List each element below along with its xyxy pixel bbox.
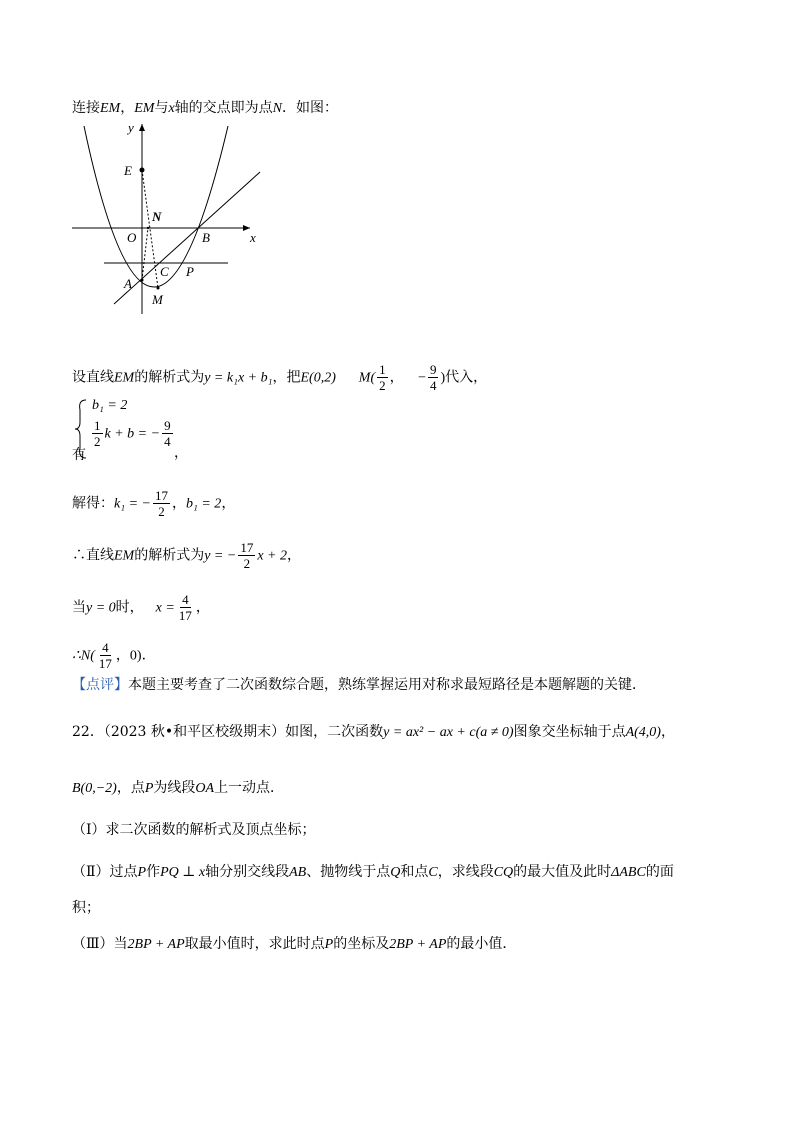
text: 连接 xyxy=(72,100,100,116)
math: ∴N( xyxy=(72,648,95,664)
parabola-figure xyxy=(68,118,268,318)
text: 与 xyxy=(154,100,169,116)
math-em: EM xyxy=(114,548,135,564)
text: 的最大值及此时 xyxy=(513,864,612,880)
denominator: 2 xyxy=(94,434,101,449)
comment-text: 本题主要考查了二次函数综合题，熟练掌握运用对称求最短路径是本题解题的关键． xyxy=(128,677,646,693)
math-x: x xyxy=(168,101,175,116)
math-n: N xyxy=(272,101,282,116)
math: PQ ⊥ x xyxy=(160,865,206,880)
math-eq: y = k₁x + b₁ xyxy=(204,370,273,386)
text: 的解析式为 xyxy=(134,369,205,386)
text: （2023 秋•和平区校级期末）如图，二次函数 xyxy=(103,724,384,740)
numerator: 4 xyxy=(102,640,109,655)
text: 时， xyxy=(115,599,144,616)
math: B(0,−2) xyxy=(72,781,117,796)
text: 当 xyxy=(72,599,86,616)
text: 、抛物线于点 xyxy=(306,864,391,880)
math: k₁ = − xyxy=(114,496,151,512)
math: P xyxy=(324,937,334,952)
text: 图象交坐标轴于点 xyxy=(513,724,626,740)
text: ∴直线 xyxy=(72,547,114,564)
math: b₁ = 2 xyxy=(185,496,222,512)
label-N: N xyxy=(152,209,162,224)
text: 的解析式为 xyxy=(134,547,205,564)
text: 的最小值． xyxy=(446,936,517,952)
denominator: 2 xyxy=(158,504,165,519)
text: 上一动点． xyxy=(214,780,285,796)
math: y = ax² − ax + c(a ≠ 0) xyxy=(383,725,514,740)
math: y = − xyxy=(204,548,237,564)
math-point-e: E(0,2) xyxy=(300,370,336,386)
q22-part3 xyxy=(72,934,516,955)
fraction xyxy=(428,362,439,393)
label-M: M xyxy=(152,292,163,307)
label-C: C xyxy=(160,264,169,279)
math: P xyxy=(137,865,147,880)
fraction xyxy=(162,418,173,449)
text: ，点 xyxy=(116,780,145,796)
text: 解得： xyxy=(72,495,114,512)
intro-line xyxy=(72,98,338,119)
text: ， xyxy=(171,495,186,512)
fraction xyxy=(97,640,114,671)
text: ， xyxy=(660,724,675,740)
text: ，求线段 xyxy=(437,864,494,880)
fraction xyxy=(238,540,255,571)
question-number: 22． xyxy=(72,724,104,740)
math-em: EM xyxy=(100,101,121,116)
text: （Ⅲ）当 xyxy=(72,936,128,952)
label-y: y xyxy=(128,120,134,135)
numerator: 17 xyxy=(240,540,254,555)
math: y = 0 xyxy=(86,600,116,616)
q22-part1: （Ⅰ）求二次函数的解析式及顶点坐标； xyxy=(72,822,316,838)
numerator: 4 xyxy=(182,592,189,607)
math: ΔABC xyxy=(611,865,646,880)
line-em-setup xyxy=(72,362,487,393)
math: CQ xyxy=(493,865,514,880)
text: 轴的交点即为点 xyxy=(174,100,273,116)
math: OA xyxy=(195,781,215,796)
comment-tag: 【点评】 xyxy=(72,677,128,693)
denominator: 4 xyxy=(164,434,171,449)
text: 有 xyxy=(72,447,86,463)
math-point-m: M( xyxy=(358,370,376,386)
text: （Ⅱ）过点 xyxy=(72,864,138,880)
math: A(4,0) xyxy=(625,725,661,740)
line-y-zero xyxy=(72,592,210,623)
math: C xyxy=(428,865,438,880)
text: 的坐标及 xyxy=(333,936,390,952)
text: ．如图： xyxy=(282,100,338,116)
label-B: B xyxy=(202,230,210,245)
label-O: O xyxy=(127,230,137,245)
fraction xyxy=(377,362,388,393)
text: ． xyxy=(141,647,156,664)
numerator: 1 xyxy=(379,362,386,377)
comment-line xyxy=(72,675,646,695)
text: 的面 xyxy=(645,864,674,880)
numerator: 17 xyxy=(154,488,168,503)
q22-line2 xyxy=(72,778,284,799)
denominator: 4 xyxy=(429,378,437,393)
denominator: 17 xyxy=(98,656,112,671)
eq2 xyxy=(90,418,175,449)
fraction xyxy=(177,592,194,623)
q22-part2 xyxy=(72,862,674,883)
numerator: 9 xyxy=(164,418,171,433)
text: 和点 xyxy=(400,864,429,880)
fraction xyxy=(153,488,170,519)
text: 取最小值时，求此时点 xyxy=(184,936,325,952)
math-em: EM xyxy=(134,101,155,116)
text: ， xyxy=(120,100,135,116)
math: k + b = − xyxy=(104,426,161,442)
text: 轴分别交线段 xyxy=(205,864,290,880)
fraction xyxy=(92,418,103,449)
label-x: x xyxy=(250,230,256,245)
text: 设直线 xyxy=(72,369,114,386)
math: Q xyxy=(390,865,401,880)
denominator: 17 xyxy=(178,608,192,623)
label-A: A xyxy=(124,276,132,291)
q22-line1 xyxy=(72,722,675,743)
math: 2BP + AP xyxy=(389,937,447,952)
text: 作 xyxy=(146,864,161,880)
eq1: b₁ = 2 xyxy=(92,398,128,413)
line-solve xyxy=(72,488,235,519)
math: P xyxy=(144,781,154,796)
numerator: 1 xyxy=(94,418,101,433)
math: ，0) xyxy=(115,648,142,664)
text: ， xyxy=(174,445,188,461)
math: 2BP + AP xyxy=(127,937,185,952)
text: 代入， xyxy=(445,369,488,386)
math: x = xyxy=(155,600,175,616)
denominator: 2 xyxy=(243,556,251,571)
math: AB xyxy=(289,865,307,880)
text: ， xyxy=(195,599,210,616)
q22-part2-cont: 积； xyxy=(72,900,100,916)
denominator: 2 xyxy=(379,378,386,393)
text: 为线段 xyxy=(153,780,196,796)
sign: − xyxy=(418,370,426,386)
line-n-point xyxy=(72,640,156,671)
math-em: EM xyxy=(114,370,135,386)
line-em-result xyxy=(72,540,301,571)
text: ， xyxy=(389,369,404,386)
numerator: 9 xyxy=(429,362,437,377)
text: ，把 xyxy=(272,369,301,386)
text: ， xyxy=(221,495,236,512)
math: x + 2 xyxy=(257,548,287,564)
label-E: E xyxy=(124,163,132,178)
text: ) xyxy=(440,370,446,386)
label-P: P xyxy=(186,264,194,279)
text: ， xyxy=(287,547,301,564)
